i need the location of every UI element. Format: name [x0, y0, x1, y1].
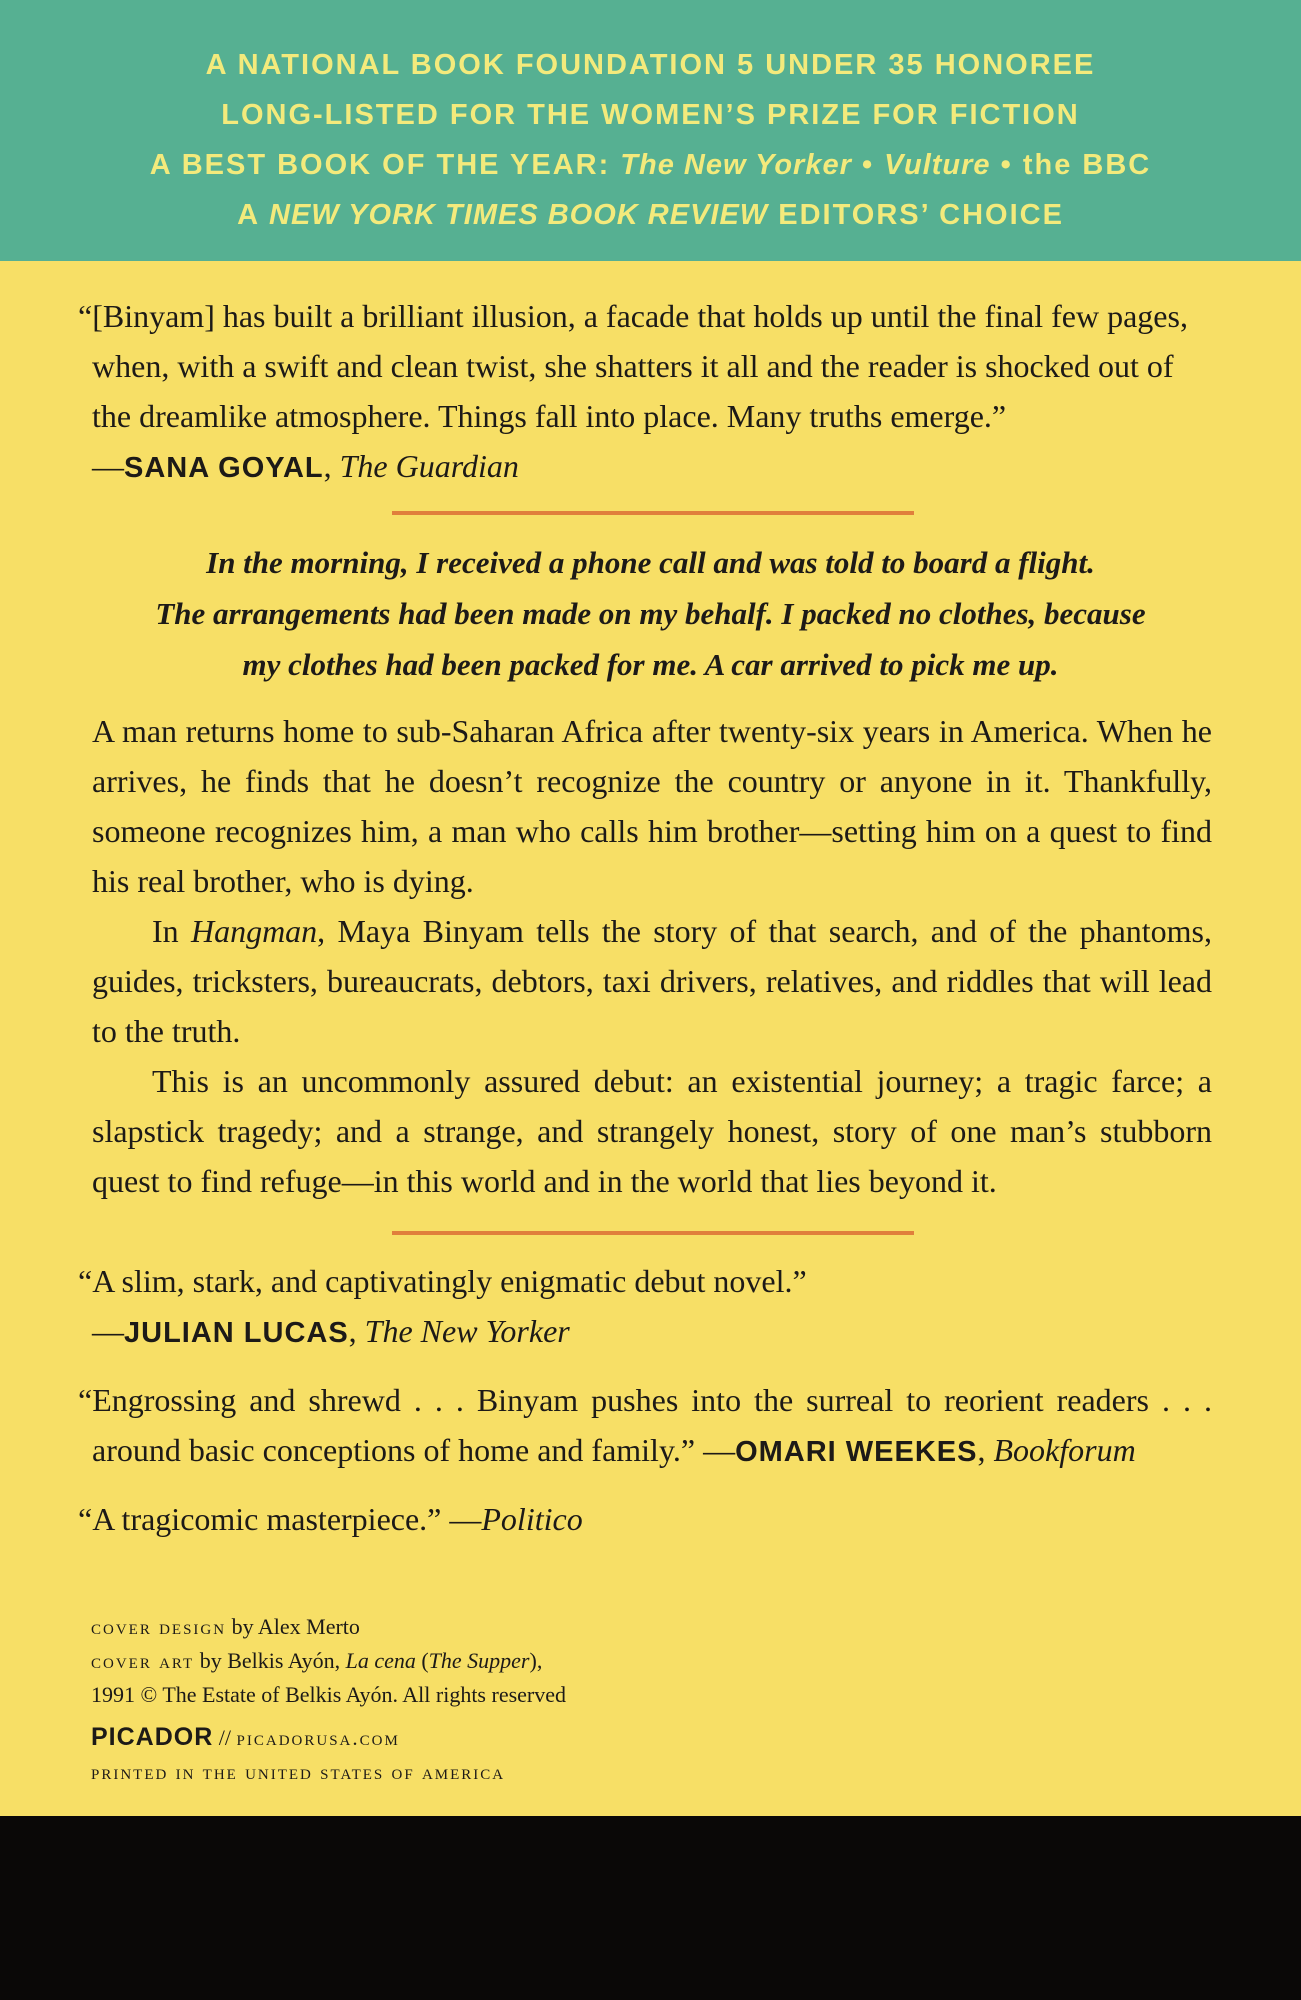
em-dash: — — [92, 448, 124, 484]
quote-attribution — [78, 1306, 1218, 1358]
art-label: cover art — [91, 1649, 195, 1673]
paren-open: ( — [415, 1648, 429, 1673]
artwork-title-english: The Supper — [428, 1648, 530, 1673]
art-credit — [91, 1644, 891, 1678]
printed-in-notice: printed in the united states of america — [91, 1760, 506, 1784]
art-copyright: 1991 © The Estate of Belkis Ayón. All rights reserved — [91, 1682, 566, 1707]
quote-attribution — [78, 441, 1218, 493]
book-title: Hangman — [190, 913, 318, 949]
cover-credits — [91, 1610, 891, 1789]
excerpt-line-3: my clothes had been packed for me. A car arrived to pick me up. — [242, 647, 1059, 682]
em-dash: — — [92, 1313, 124, 1349]
art-value: by Belkis Ayón, — [194, 1648, 346, 1673]
honor-pub-new-yorker: The New Yorker — [620, 149, 852, 181]
publisher-line — [91, 1720, 891, 1755]
honors-banner — [0, 0, 1301, 261]
honor-line-1: A NATIONAL BOOK FOUNDATION 5 UNDER 35 HONOREE — [205, 49, 1096, 81]
description-paragraph-3: This is an uncommonly assured debut: an existential journey; a tragic farce; a slapstick tragedy; and a strange, and strangely honest, story of one man’s stubborn quest to find refuge—in this world and in the world that lies beyond it. — [92, 1063, 1212, 1199]
paren-close: ), — [529, 1648, 543, 1673]
design-value: by Alex Merto — [226, 1614, 360, 1639]
design-credit — [91, 1610, 891, 1644]
book-description — [92, 706, 1212, 1206]
honor-line-4 — [0, 190, 1301, 240]
paragraph-2-lead: In — [152, 913, 191, 949]
separator: , — [977, 1432, 994, 1468]
publication-name: Politico — [481, 1501, 583, 1537]
publication-name: The Guardian — [339, 448, 519, 484]
honor-line-3 — [0, 140, 1301, 190]
honor-pub-bbc: the BBC — [1022, 149, 1152, 181]
divider-rule-bottom — [392, 1231, 914, 1235]
quote-body: “A tragicomic masterpiece.” — [78, 1501, 450, 1537]
publisher-separator: // — [213, 1725, 237, 1750]
separator: , — [348, 1313, 365, 1349]
paragraph-2-body: , Maya Binyam tells the story of that search, and of the phantoms, guides, tricksters, bureaucrats, debtors, taxi drivers, relatives, and riddles that will lead to the truth. — [92, 913, 1213, 1049]
em-dash: — — [703, 1432, 736, 1468]
publisher-website: picadorusa.com — [236, 1726, 400, 1750]
excerpt-line-2: The arrangements had been made on my behalf. I packed no clothes, because — [155, 596, 1146, 631]
quote-text: “[Binyam] has built a brilliant illusion, a facade that holds up until the final few pages, when, with a swift and clean twist, she shatters it all and the reader is shocked out of the dreamlike atmosphere. Things fall into place. Many truths emerge.” — [78, 298, 1188, 434]
reviewer-name: JULIAN LUCAS — [124, 1317, 349, 1349]
review-quote-politico — [78, 1494, 1218, 1544]
artwork-title: La cena — [345, 1648, 416, 1673]
quote-text — [78, 1494, 1218, 1544]
bottom-black-band — [0, 1816, 1301, 2000]
review-quote-bookforum — [78, 1375, 1212, 1477]
description-paragraph-1: A man returns home to sub-Saharan Africa after twenty-six years in America. When he arrives, he finds that he doesn’t recognize the country or anyone in it. Thankfully, someone recognizes him, a man who calls him brother—setting him on a quest to find his real brother, who is dying. — [92, 713, 1212, 899]
reviewer-name: SANA GOYAL — [124, 452, 324, 484]
quote-text — [78, 1375, 1212, 1477]
em-dash: — — [449, 1501, 482, 1537]
quote-text: “A slim, stark, and captivatingly enigmatic debut novel.” — [78, 1263, 807, 1299]
excerpt-line-1: In the morning, I received a phone call and was told to board a flight. — [206, 545, 1095, 580]
review-quote-new-yorker — [78, 1256, 1218, 1358]
honor-line-3-prefix: A BEST BOOK OF THE YEAR: — [149, 149, 621, 181]
honor-pub-nytbr: NEW YORK TIMES BOOK REVIEW — [269, 199, 769, 231]
separator: , — [323, 448, 340, 484]
honor-line-2: LONG-LISTED FOR THE WOMEN’S PRIZE FOR FICTION — [221, 99, 1080, 131]
review-quote-guardian — [78, 291, 1218, 493]
novel-excerpt — [78, 537, 1223, 690]
bullet-separator: • — [990, 149, 1023, 181]
publication-name: The New Yorker — [364, 1313, 570, 1349]
honor-pub-vulture: Vulture — [884, 149, 991, 181]
reviewer-name: OMARI WEEKES — [735, 1436, 978, 1468]
description-paragraph-2 — [92, 906, 1212, 1056]
quote-body: “Engrossing and shrewd . . . Binyam pushes into the surreal to reorient readers . . . around basic conceptions of home and family.” — [78, 1382, 1212, 1468]
honor-line-4-suffix: EDITORS’ CHOICE — [768, 199, 1064, 231]
publication-name: Bookforum — [993, 1432, 1136, 1468]
publisher-logo-text: PICADOR — [91, 1723, 214, 1751]
design-label: cover design — [91, 1615, 227, 1639]
divider-rule-top — [392, 511, 914, 515]
bullet-separator: • — [851, 149, 885, 181]
honor-line-4-prefix: A — [237, 199, 270, 231]
